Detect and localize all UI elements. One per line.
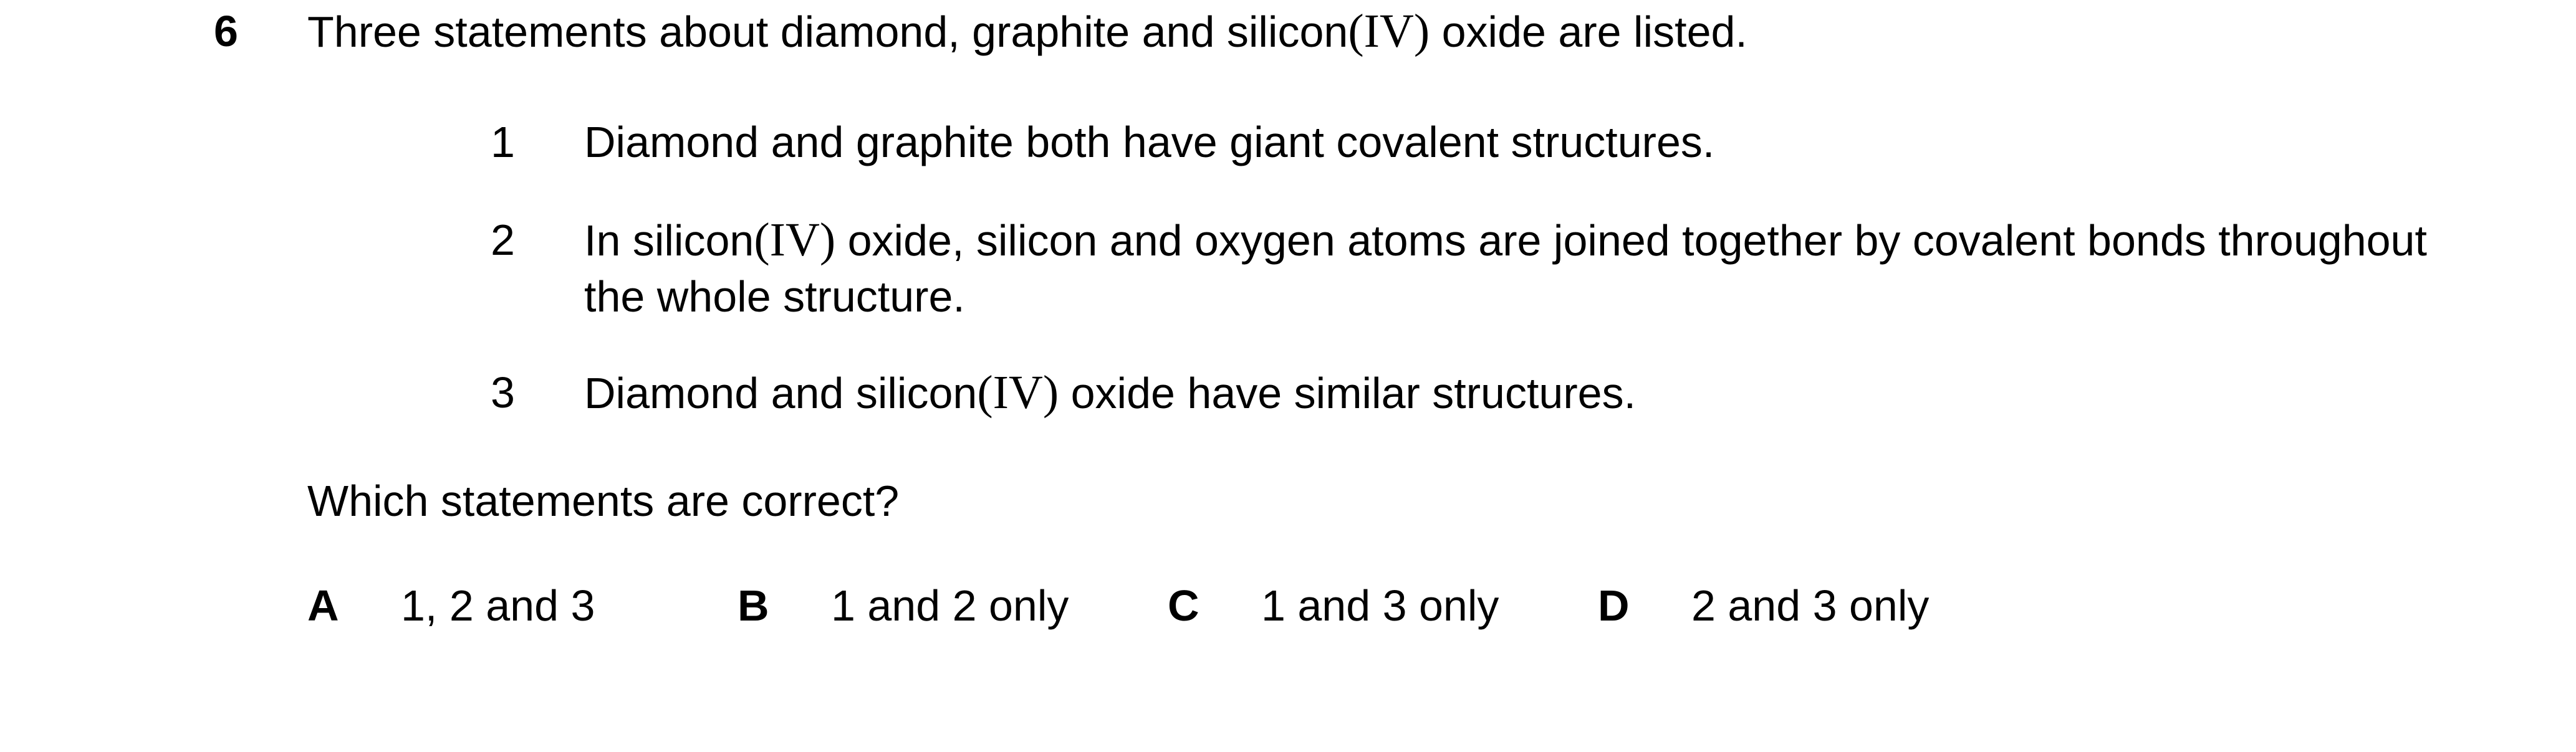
- option-letter: B: [738, 581, 769, 630]
- option-text: 2 and 3 only: [1691, 581, 1930, 630]
- option-text: 1, 2 and 3: [401, 581, 595, 630]
- stem-roman-numeral: (IV): [1348, 5, 1430, 57]
- statement-number: 3: [491, 368, 515, 417]
- statement-number: 1: [491, 118, 515, 166]
- statement-text-after: oxide have similar structures.: [1059, 369, 1636, 417]
- stem-text-before: Three statements about diamond, graphite and silicon: [307, 7, 1348, 56]
- statement-roman-numeral: (IV): [754, 214, 836, 266]
- option-letter: D: [1598, 581, 1630, 630]
- statement-text: Diamond and graphite both have giant covalent structures.: [584, 118, 1715, 166]
- statement-text: [584, 212, 2454, 325]
- statement-text: [584, 364, 2454, 421]
- statement-number: 2: [491, 216, 515, 264]
- question-stem: [307, 5, 1747, 58]
- stem-text-after: oxide are listed.: [1430, 7, 1747, 56]
- option-letter: C: [1168, 581, 1199, 630]
- statement-text-before: In silicon: [584, 216, 754, 265]
- statement-text-before: Diamond and silicon: [584, 369, 978, 417]
- statement-text-after: oxide, silicon and oxygen atoms are joined together by covalent bonds throughout the whole structure.: [584, 216, 2427, 321]
- question-number: 6: [214, 7, 238, 55]
- option-letter: A: [307, 581, 339, 630]
- option-text: 1 and 3 only: [1261, 581, 1499, 630]
- option-text: 1 and 2 only: [831, 581, 1069, 630]
- statement-roman-numeral: (IV): [977, 366, 1059, 419]
- question-prompt: Which statements are correct?: [307, 477, 900, 525]
